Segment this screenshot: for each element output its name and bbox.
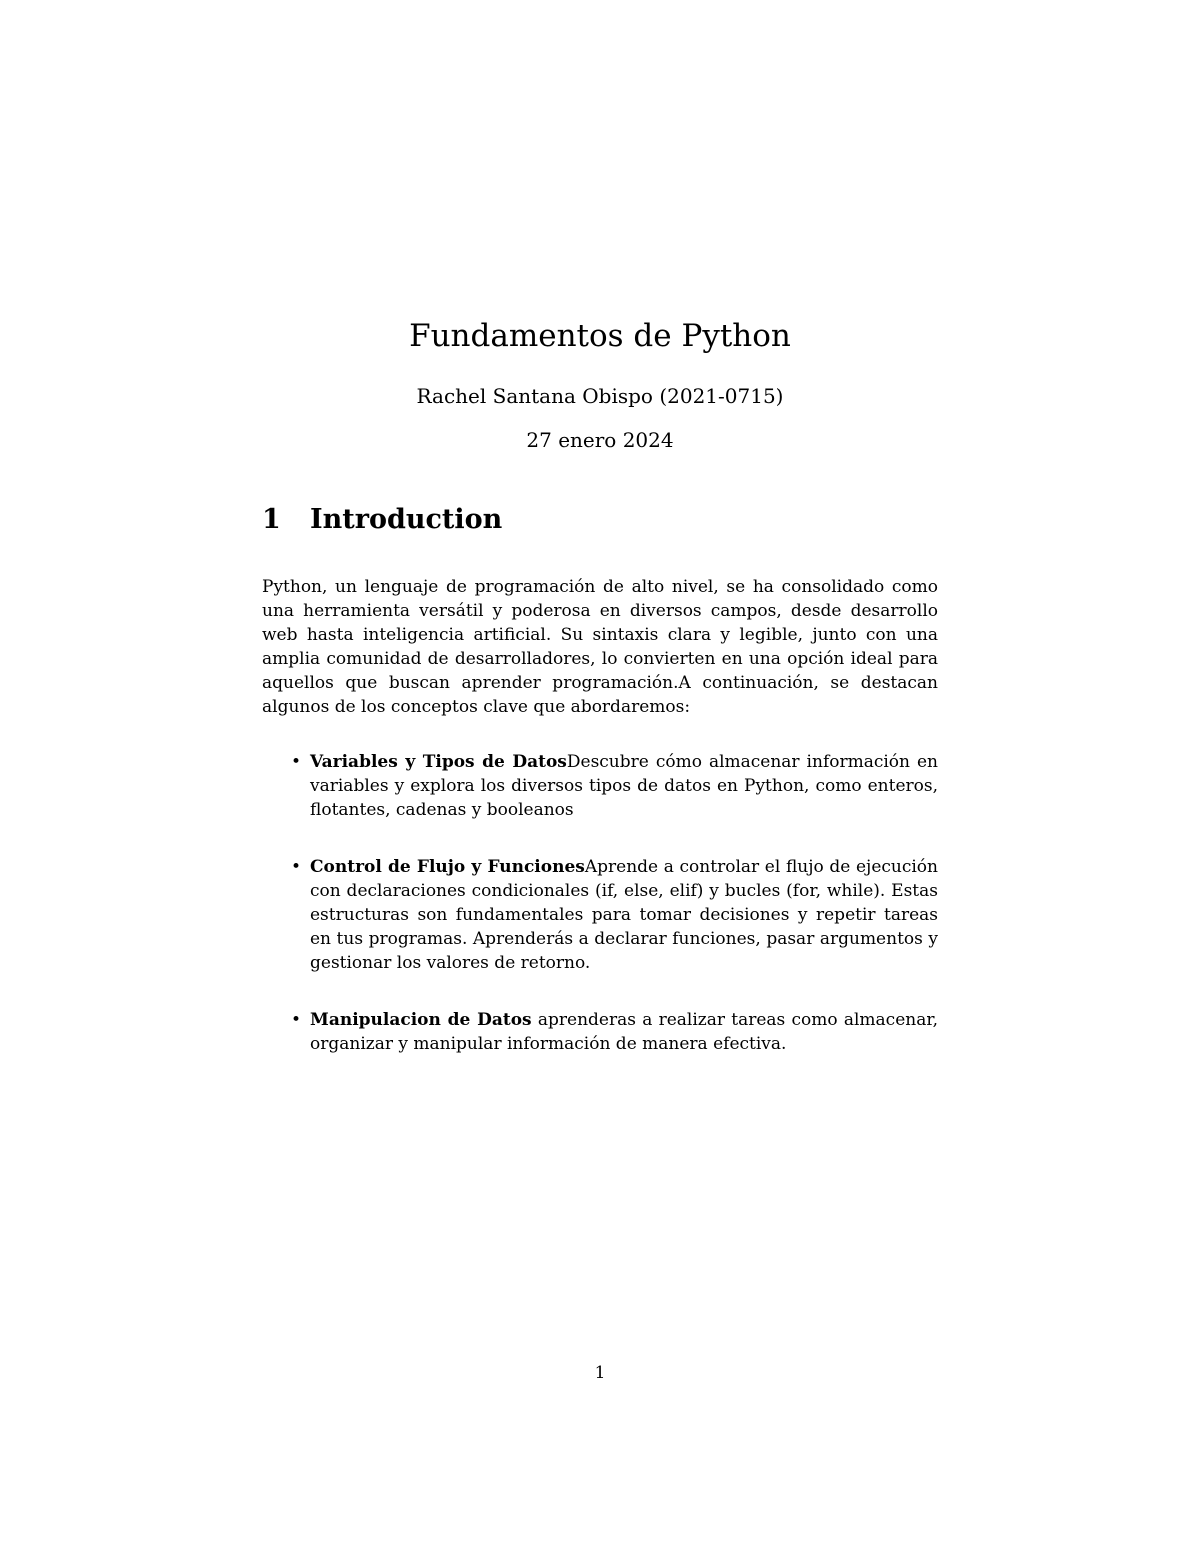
document-date: 27 enero 2024 [526,428,674,452]
bullet-icon: • [291,857,302,877]
page-number: 1 [594,1363,606,1383]
intro-paragraph: Python, un lenguaje de programación de alto nivel, se ha consolidado como una herramienta versátil y poderosa en diversos campos, desde desarrollo web hasta inteligencia artificial. Su sintaxis clara y legible, junto con una amplia comunidad de desarrolladores, lo convierten en una opción ideal para aquellos que buscan aprender programación.A continuación, se destacan algunos de los conceptos clave que abordaremos: [262,577,938,717]
section-heading [262,502,502,538]
list-item [262,855,938,975]
section-number: 1 [262,504,281,535]
document-title: Fundamentos de Python [409,318,791,354]
section-title: Introduction [310,504,503,535]
list-item-term: Control de Flujo y Funciones [310,857,585,877]
list-item [262,750,938,822]
bullet-icon: • [291,1010,302,1030]
list-item-term: Variables y Tipos de Datos [310,752,567,772]
list-item [262,1008,938,1056]
document-author: Rachel Santana Obispo (2021-0715) [416,384,784,408]
list-item-term: Manipulacion de Datos [310,1010,532,1030]
list-item-text: Descubre cómo almacenar información en variables y explora los diversos tipos de datos en Python, como enteros, flotantes, cadenas y booleanos [310,752,939,820]
list-item-text: aprenderas a realizar tareas como almacenar, organizar y manipular información de manera efectiva. [310,1010,938,1054]
concept-list [262,750,938,1056]
list-item-text: Aprende a controlar el flujo de ejecución con declaraciones condicionales (if, else, elif) y bucles (for, while). Estas estructuras son fundamentales para tomar decisiones y repetir tareas en tus programas. Aprenderás a declarar funciones, pasar argumentos y gestionar los valores de retorno. [310,857,938,973]
bullet-icon: • [291,752,302,772]
